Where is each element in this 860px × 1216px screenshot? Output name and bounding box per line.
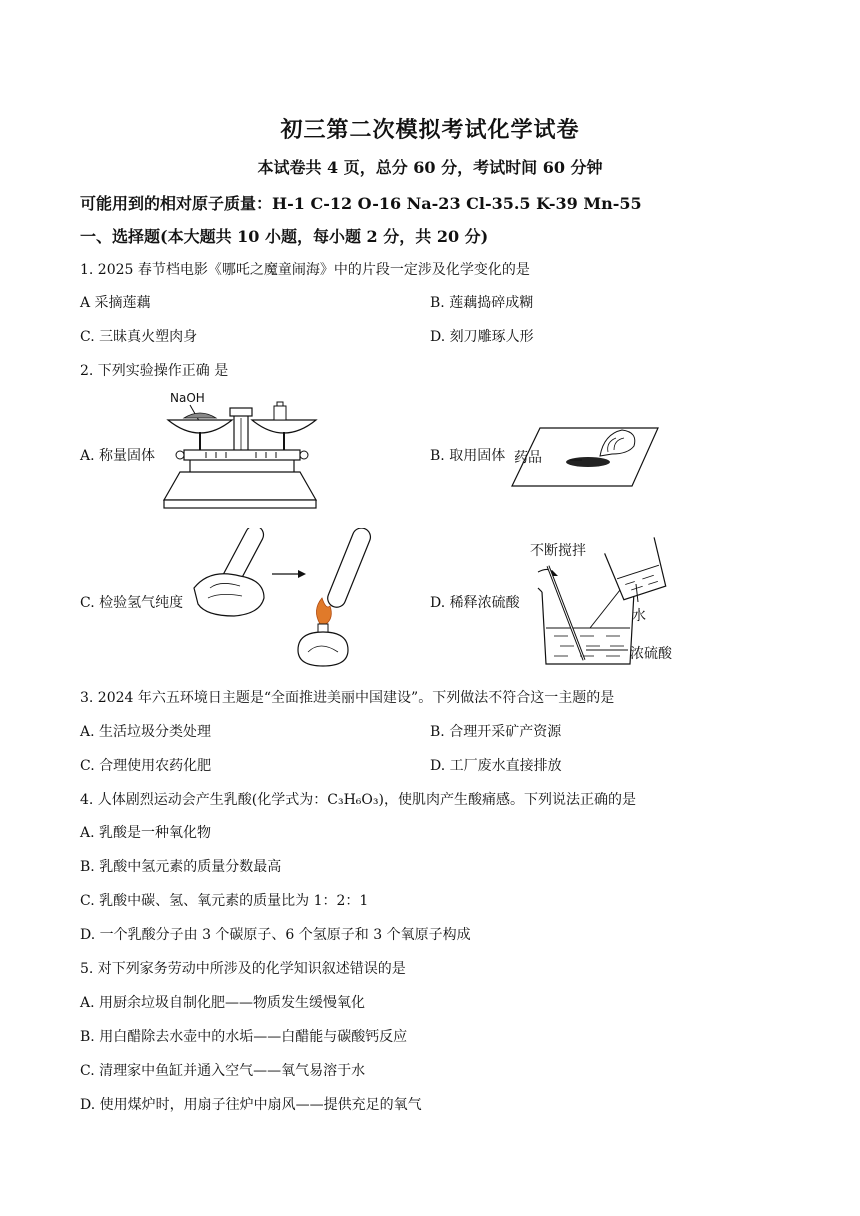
q5-option-c: C. 清理家中鱼缸并通入空气——氧气易溶于水 [80, 1063, 366, 1079]
q4-option-a: A. 乳酸是一种氧化物 [80, 825, 212, 841]
q3-option-d: D. 工厂废水直接排放 [430, 758, 562, 774]
q2-option-c: C. 检验氢气纯度 [80, 595, 184, 611]
question-1-stem: 1. 2025 春节档电影《哪吒之魔童闹海》中的片段一定涉及化学变化的是 [80, 262, 530, 278]
q2-option-a: A. 称量固体 [80, 448, 156, 464]
question-5-stem: 5. 对下列家务劳动中所涉及的化学知识叙述错误的是 [80, 961, 406, 977]
test-tube-icon [190, 528, 390, 670]
question-4-stem: 4. 人体剧烈运动会产生乳酸(化学式为：C₃H₆O₃)，使肌肉产生酸痛感。下列说法正确的是 [80, 792, 636, 808]
naoh-label: NaOH [170, 391, 205, 405]
question-2-stem: 2. 下列实验操作正确 是 [80, 363, 229, 379]
section-heading: 一、选择题(本大题共 10 小题，每小题 2 分，共 20 分) [80, 227, 489, 246]
water-label: 水 [632, 608, 646, 624]
drug-label: 药品 [514, 450, 542, 466]
hydrogen-test-figure [190, 528, 390, 670]
q5-option-d: D. 使用煤炉时，用扇子往炉中扇风——提供充足的氧气 [80, 1097, 422, 1113]
q3-option-b: B. 合理开采矿产资源 [430, 724, 562, 740]
q4-option-b: B. 乳酸中氢元素的质量分数最高 [80, 859, 282, 875]
q1-option-c: C. 三昧真火塑肉身 [80, 329, 198, 345]
q5-option-b: B. 用白醋除去水壶中的水垢——白醋能与碳酸钙反应 [80, 1029, 408, 1045]
acid-label: 浓硫酸 [630, 646, 672, 662]
q4-option-c: C. 乳酸中碳、氢、氧元素的质量比为 1：2：1 [80, 893, 369, 909]
q2-option-b: B. 取用固体 [430, 448, 506, 464]
page-title: 初三第二次模拟考试化学试卷 [280, 117, 580, 143]
balance-figure [160, 388, 320, 513]
q4-option-d: D. 一个乳酸分子由 3 个碳原子、6 个氢原子和 3 个氧原子构成 [80, 927, 471, 943]
q1-option-d: D. 刻刀雕琢人形 [430, 329, 534, 345]
q1-option-a: A 采摘莲藕 [80, 295, 151, 311]
question-3-stem: 3. 2024 年六五环境日主题是“全面推进美丽中国建设”。下列做法不符合这一主题的是 [80, 690, 615, 706]
balance-icon [160, 388, 320, 513]
exam-info: 本试卷共 4 页，总分 60 分，考试时间 60 分钟 [257, 158, 603, 177]
beaker-icon [520, 532, 680, 672]
dilution-figure [520, 532, 680, 672]
q1-option-b: B. 莲藕捣碎成糊 [430, 295, 534, 311]
stir-label: 不断搅拌 [530, 543, 586, 559]
atomic-masses: 可能用到的相对原子质量：H-1 C-12 O-16 Na-23 Cl-35.5 K-39 Mn-55 [80, 194, 642, 213]
hand-paper-icon [510, 424, 660, 490]
q3-option-c: C. 合理使用农药化肥 [80, 758, 212, 774]
q3-option-a: A. 生活垃圾分类处理 [80, 724, 212, 740]
q2-option-d: D. 稀释浓硫酸 [430, 595, 520, 611]
q5-option-a: A. 用厨余垃圾自制化肥——物质发生缓慢氧化 [80, 995, 366, 1011]
solid-figure [510, 424, 660, 490]
